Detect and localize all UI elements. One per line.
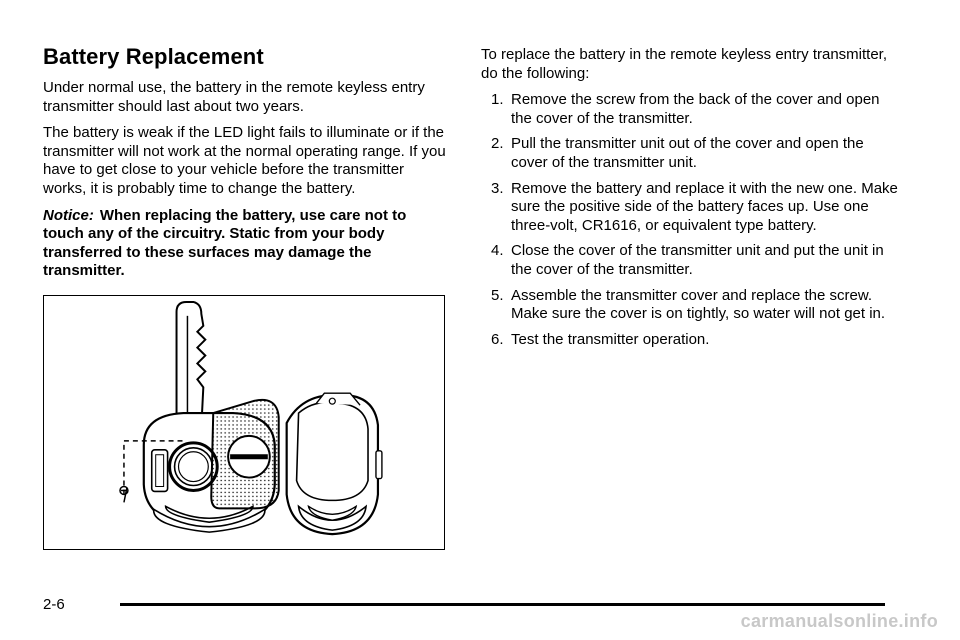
list-item: 1. Remove the screw from the back of the cover and open the cover of the transmitter. <box>491 91 880 127</box>
list-item: 3. Remove the battery and replace it with the new one. Make sure the positive side of the battery faces up. Use one three-volt, CR1616, or equivalent type battery. <box>491 179 898 234</box>
footer-divider <box>120 603 885 606</box>
key-transmitter-illustration <box>43 295 445 550</box>
paragraph-battery-life: Under normal use, the battery in the remote keyless entry transmitter should last about two years. <box>43 79 425 115</box>
right-column <box>481 46 901 356</box>
section-title: Battery Replacement <box>43 44 264 69</box>
transmitter-unit-icon <box>211 400 278 508</box>
left-column <box>43 44 451 289</box>
page-number: 2-6 <box>43 596 65 613</box>
notice-text: When replacing the battery, use care not to touch any of the circuitry. Static from your body transferred to these surfaces may damage the transmitter. <box>43 206 407 280</box>
procedure-steps <box>481 91 901 349</box>
procedure-intro: To replace the battery in the remote keyless entry transmitter, do the following: <box>481 46 888 82</box>
list-item: 4. Close the cover of the transmitter unit and put the unit in the cover of the transmitter. <box>491 242 884 278</box>
key-blade-icon <box>177 302 206 427</box>
list-item: 2. Pull the transmitter unit out of the cover and open the cover of the transmitter unit. <box>491 135 864 171</box>
battery-icon <box>170 443 218 491</box>
paragraph-battery-weak: The battery is weak if the LED light fails to illuminate or if the transmitter will not work at the normal operating range. If you have to get close to your vehicle before the transmitter works, it is probably time to change the battery. <box>43 124 446 197</box>
notice-lead: Notice: <box>43 206 94 224</box>
list-item: 5. Assemble the transmitter cover and replace the screw. Make sure the cover is on tightly, so water will not get in. <box>491 286 886 323</box>
watermark: carmanualsonline.info <box>740 611 938 631</box>
notice <box>43 207 451 281</box>
transmitter-cover-icon <box>287 393 382 534</box>
list-item: 6. Test the transmitter operation. <box>491 330 710 348</box>
